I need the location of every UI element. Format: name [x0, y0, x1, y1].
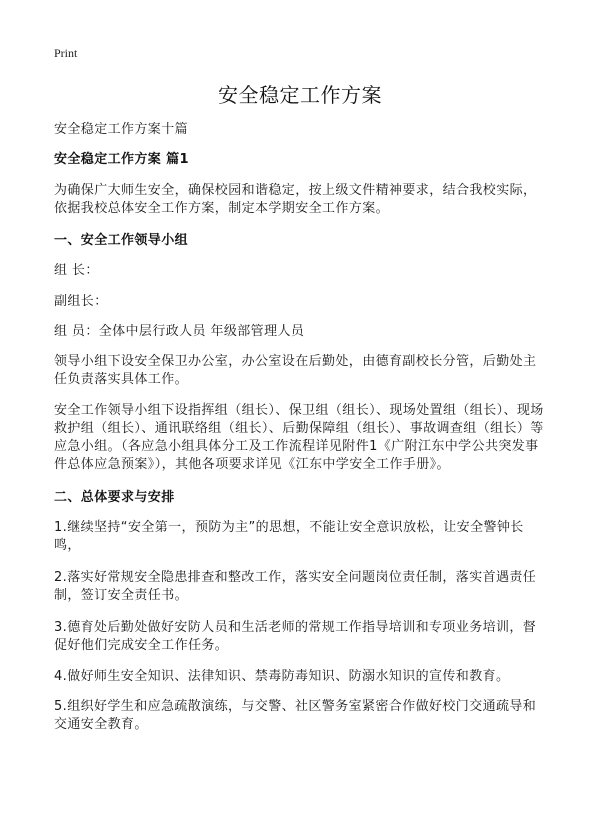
deputy-leader-line: 副组长：	[54, 294, 108, 309]
office-paragraph: 领导小组下设安全保卫办公室，办公室设在后勤处，由德育副校长分管，后勤处主任负责落实具体工作。	[54, 354, 537, 387]
print-label: Print	[54, 46, 78, 60]
article-heading: 安全稳定工作方案 篇1	[54, 152, 189, 167]
requirement-item-4: 4.做好师生安全知识、法律知识、禁毒防毒知识、防溺水知识的宣传和教育。	[54, 669, 510, 684]
section2-heading: 二、总体要求与安排	[54, 490, 175, 505]
requirement-item-1: 1.继续坚持“安全第一，预防为主”的思想，不能让安全意识放松，让安全警钟长鸣，	[54, 520, 524, 553]
intro-paragraph: 为确保广大师生安全，确保校园和谐稳定，按上级文件精神要求，结合我校实际，依据我校总体安全工作方案，制定本学期安全工作方案。	[54, 183, 537, 216]
document-subtitle: 安全稳定工作方案十篇	[54, 122, 189, 137]
requirement-item-3: 3.德育处后勤处做好安防人员和生活老师的常规工作指导培训和专项业务培训，督促好他们完成安全工作任务。	[54, 620, 537, 653]
requirement-item-5: 5.组织好学生和应急疏散演练，与交警、社区警务室紧密合作做好校门交通疏导和交通安全教育。	[54, 699, 537, 732]
requirement-item-2: 2.落实好常规安全隐患排查和整改工作，落实安全问题岗位责任制，落实首遇责任制，签订安全责任书。	[54, 570, 537, 603]
leader-line: 组 长：	[54, 263, 99, 278]
section1-heading: 一、安全工作领导小组	[54, 233, 189, 248]
document-title: 安全稳定工作方案	[218, 83, 382, 107]
members-line: 组 员：全体中层行政人员 年级部管理人员	[54, 324, 305, 339]
groups-paragraph: 安全工作领导小组下设指挥组（组长）、保卫组（组长）、现场处置组（组长）、现场救护组（组长）、通讯联络组（组长）、后勤保障组（组长）、事故调查组（组长）等应急小组。（各应急小组具体分工及工作流程详见附件1《广附江东中学公共突发事件总体应急预案》），其他各项要求详见《江东中学安全工作手册》。	[54, 403, 544, 472]
